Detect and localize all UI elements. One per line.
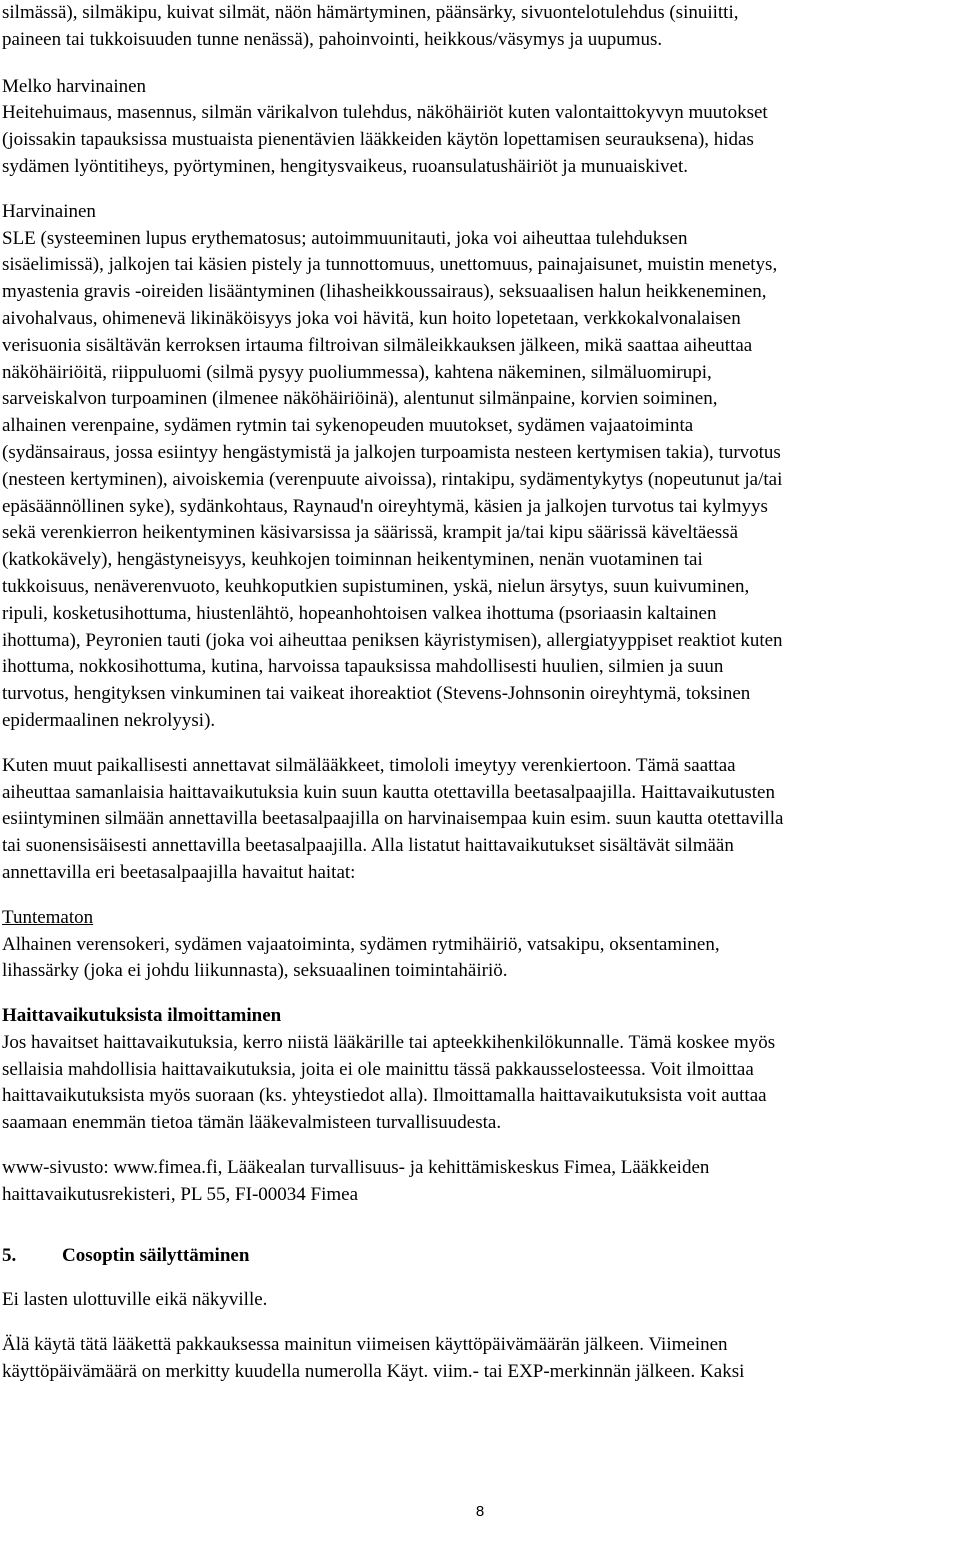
frequency-heading: Tuntematon	[2, 906, 94, 928]
text-line: Kuten muut paikallisesti annettavat silmälääkkeet, timololi imeytyy verenkiertoon. Tämä saattaa	[2, 754, 736, 776]
document-page	[2, 0, 956, 1386]
section-number: 5.	[2, 1244, 17, 1266]
frequency-heading: Melko harvinainen	[2, 75, 147, 97]
section-heading	[2, 1243, 956, 1270]
kuten-muut-paragraph	[2, 753, 956, 887]
text-line: (katkokävely), hengästyneisyys, keuhkojen toiminnan heikentyminen, nenän vuotaminen tai	[2, 549, 703, 571]
text-line: ihottuma, nokkosihottuma, kutina, harvoissa tapauksissa mahdollisesti huulien, silmien ja suun	[2, 656, 724, 678]
text-line: sellaisia mahdollisia haittavaikutuksia, joita ei ole mainittu tässä pakkausselosteessa. Voit ilmoittaa	[2, 1058, 754, 1080]
text-line: Jos havaitset haittavaikutuksia, kerro niistä lääkärille tai apteekkihenkilökunnalle. Tämä koskee myös	[2, 1031, 776, 1053]
reporting-section	[2, 1003, 956, 1137]
melko-harvinainen-section	[2, 74, 956, 181]
frequency-heading: Harvinainen	[2, 200, 96, 222]
text-line: tai suonensisäisesti annettavilla beetasalpaajilla. Alla listatut haittavaikutukset sisältävät silmään	[2, 835, 734, 857]
text-line: tukkoisuus, nenäverenvuoto, keuhkoputkien supistuminen, yskä, nielun ärsytys, suun kuivuminen,	[2, 575, 750, 597]
text-line: sekä verenkierron heikentyminen käsivarsissa ja säärissä, krampit ja/tai kipu säärissä käveltäessä	[2, 522, 738, 544]
text-line: epidermaalinen nekrolyysi).	[2, 709, 216, 731]
text-line: ihottuma), Peyronien tauti (joka voi aiheuttaa peniksen käyristymisen), allergiatyyppiset reaktiot kuten	[2, 629, 783, 651]
reporting-heading: Haittavaikutuksista ilmoittaminen	[2, 1005, 282, 1027]
text-line: (nesteen kertyminen), aivoiskemia (verenpuute aivoissa), rintakipu, sydämentykytys (nopeutunut ja/tai	[2, 468, 783, 490]
text-line: sisäelimissä), jalkojen tai käsien pistely ja tunnottomuus, unettomuus, painajaisunet, muistin menetys,	[2, 254, 778, 276]
text-line: näköhäiriöitä, riippuluomi (silmä pysyy puoliummessa), kahtena näkeminen, silmäluomirupi,	[2, 361, 712, 383]
text-line: haittavaikutusrekisteri, PL 55, FI-00034 Fimea	[2, 1183, 359, 1205]
text-line: esiintyminen silmään annettavilla beetasalpaajilla on harvinaisempaa kuin esim. suun kautta otettavilla	[2, 808, 784, 830]
text-line: Alhainen verensokeri, sydämen vajaatoiminta, sydämen rytmihäiriö, vatsakipu, oksentaminen,	[2, 933, 720, 955]
text-line: www-sivusto: www.fimea.fi, Lääkealan turvallisuus- ja kehittämiskeskus Fimea, Lääkkeiden	[2, 1157, 710, 1179]
text-line: myastenia gravis -oireiden lisääntyminen (lihasheikkoussairaus), seksuaalisen halun heikkeneminen,	[2, 281, 767, 303]
page-number: 8	[475, 1503, 485, 1520]
harvinainen-section	[2, 199, 956, 735]
text-line: ripuli, kosketusihottuma, hiustenlähtö, hopeanhohtoisen valkea ihottuma (psoriaasin kaltainen	[2, 602, 717, 624]
text-line: saamaan enemmän tietoa tämän lääkevalmisteen turvallisuudesta.	[2, 1112, 502, 1134]
text-line: käyttöpäivämäärä on merkitty kuudella numerolla Käyt. viim.- tai EXP-merkinnän jälkeen. Kaksi	[2, 1361, 745, 1383]
text-line: SLE (systeeminen lupus erythematosus; autoimmuunitauti, joka voi aiheuttaa tulehduksen	[2, 227, 688, 249]
section-title: Cosoptin säilyttäminen	[62, 1244, 250, 1266]
text-line: turvotus, hengityksen vinkuminen tai vaikeat ihoreaktiot (Stevens-Johnsonin oireyhtymä, toksinen	[2, 683, 751, 705]
text-line: alhainen verenpaine, sydämen rytmin tai sykenopeuden muutokset, sydämen vajaatoiminta	[2, 415, 694, 437]
text-line: verisuonia sisältävän kerroksen irtauma filtroivan silmäleikkauksen jälkeen, mikä saattaa aiheuttaa	[2, 334, 753, 356]
text-line: sarveiskalvon turpoaminen (ilmenee näköhäiriöinä), alentunut silmänpaine, korvien soiminen,	[2, 388, 718, 410]
text-line: (joissakin tapauksissa mustuaista pienentävien lääkkeiden käytön lopettamisen seurauksena), hidas	[2, 129, 754, 151]
text-line: (sydänsairaus, jossa esiintyy hengästymistä ja jalkojen turpoamista nesteen kertymisen takia), turvotus	[2, 441, 781, 463]
text-line: Älä käytä tätä lääkettä pakkauksessa mainitun viimeisen käyttöpäivämäärän jälkeen. Viimeinen	[2, 1334, 728, 1356]
storage-paragraph	[2, 1287, 956, 1314]
text-line: sydämen lyöntitiheys, pyörtyminen, hengitysvaikeus, ruoansulatushäiriöt ja munuaiskivet.	[2, 155, 689, 177]
contact-paragraph	[2, 1155, 956, 1209]
text-line: aivohalvaus, ohimenevä likinäköisyys joka voi hävitä, kun hoito lopetetaan, verkkokalvonalaisen	[2, 307, 741, 329]
text-line: aiheuttaa samanlaisia haittavaikutuksia kuin suun kautta otettavilla beetasalpaajilla. Haittavaikutusten	[2, 781, 775, 803]
expiry-paragraph	[2, 1332, 956, 1386]
intro-paragraph	[2, 0, 956, 54]
text-line: lihassärky (joka ei johdu liikunnasta), seksuaalinen toimintahäiriö.	[2, 960, 508, 982]
text-line: paineen tai tukkoisuuden tunne nenässä), pahoinvointi, heikkous/väsymys ja uupumus.	[2, 28, 663, 50]
text-line: haittavaikutuksista myös suoraan (ks. yhteystiedot alla). Ilmoittamalla haittavaikutuksista voit auttaa	[2, 1085, 767, 1107]
text-line: annettavilla eri beetasalpaajilla havaitut haitat:	[2, 861, 356, 883]
text-line: silmässä), silmäkipu, kuivat silmät, näön hämärtyminen, päänsärky, sivuontelotulehdus (sinuiitti,	[2, 2, 739, 23]
text-line: epäsäännöllinen syke), sydänkohtaus, Raynaud'n oireyhtymä, käsien ja jalkojen turvotus tai kylmyys	[2, 495, 768, 517]
text-line: Heitehuimaus, masennus, silmän värikalvon tulehdus, näköhäiriöt kuten valontaittokyvyn muutokset	[2, 102, 768, 124]
tuntematon-section	[2, 905, 956, 985]
text-line: Ei lasten ulottuville eikä näkyville.	[2, 1289, 268, 1311]
